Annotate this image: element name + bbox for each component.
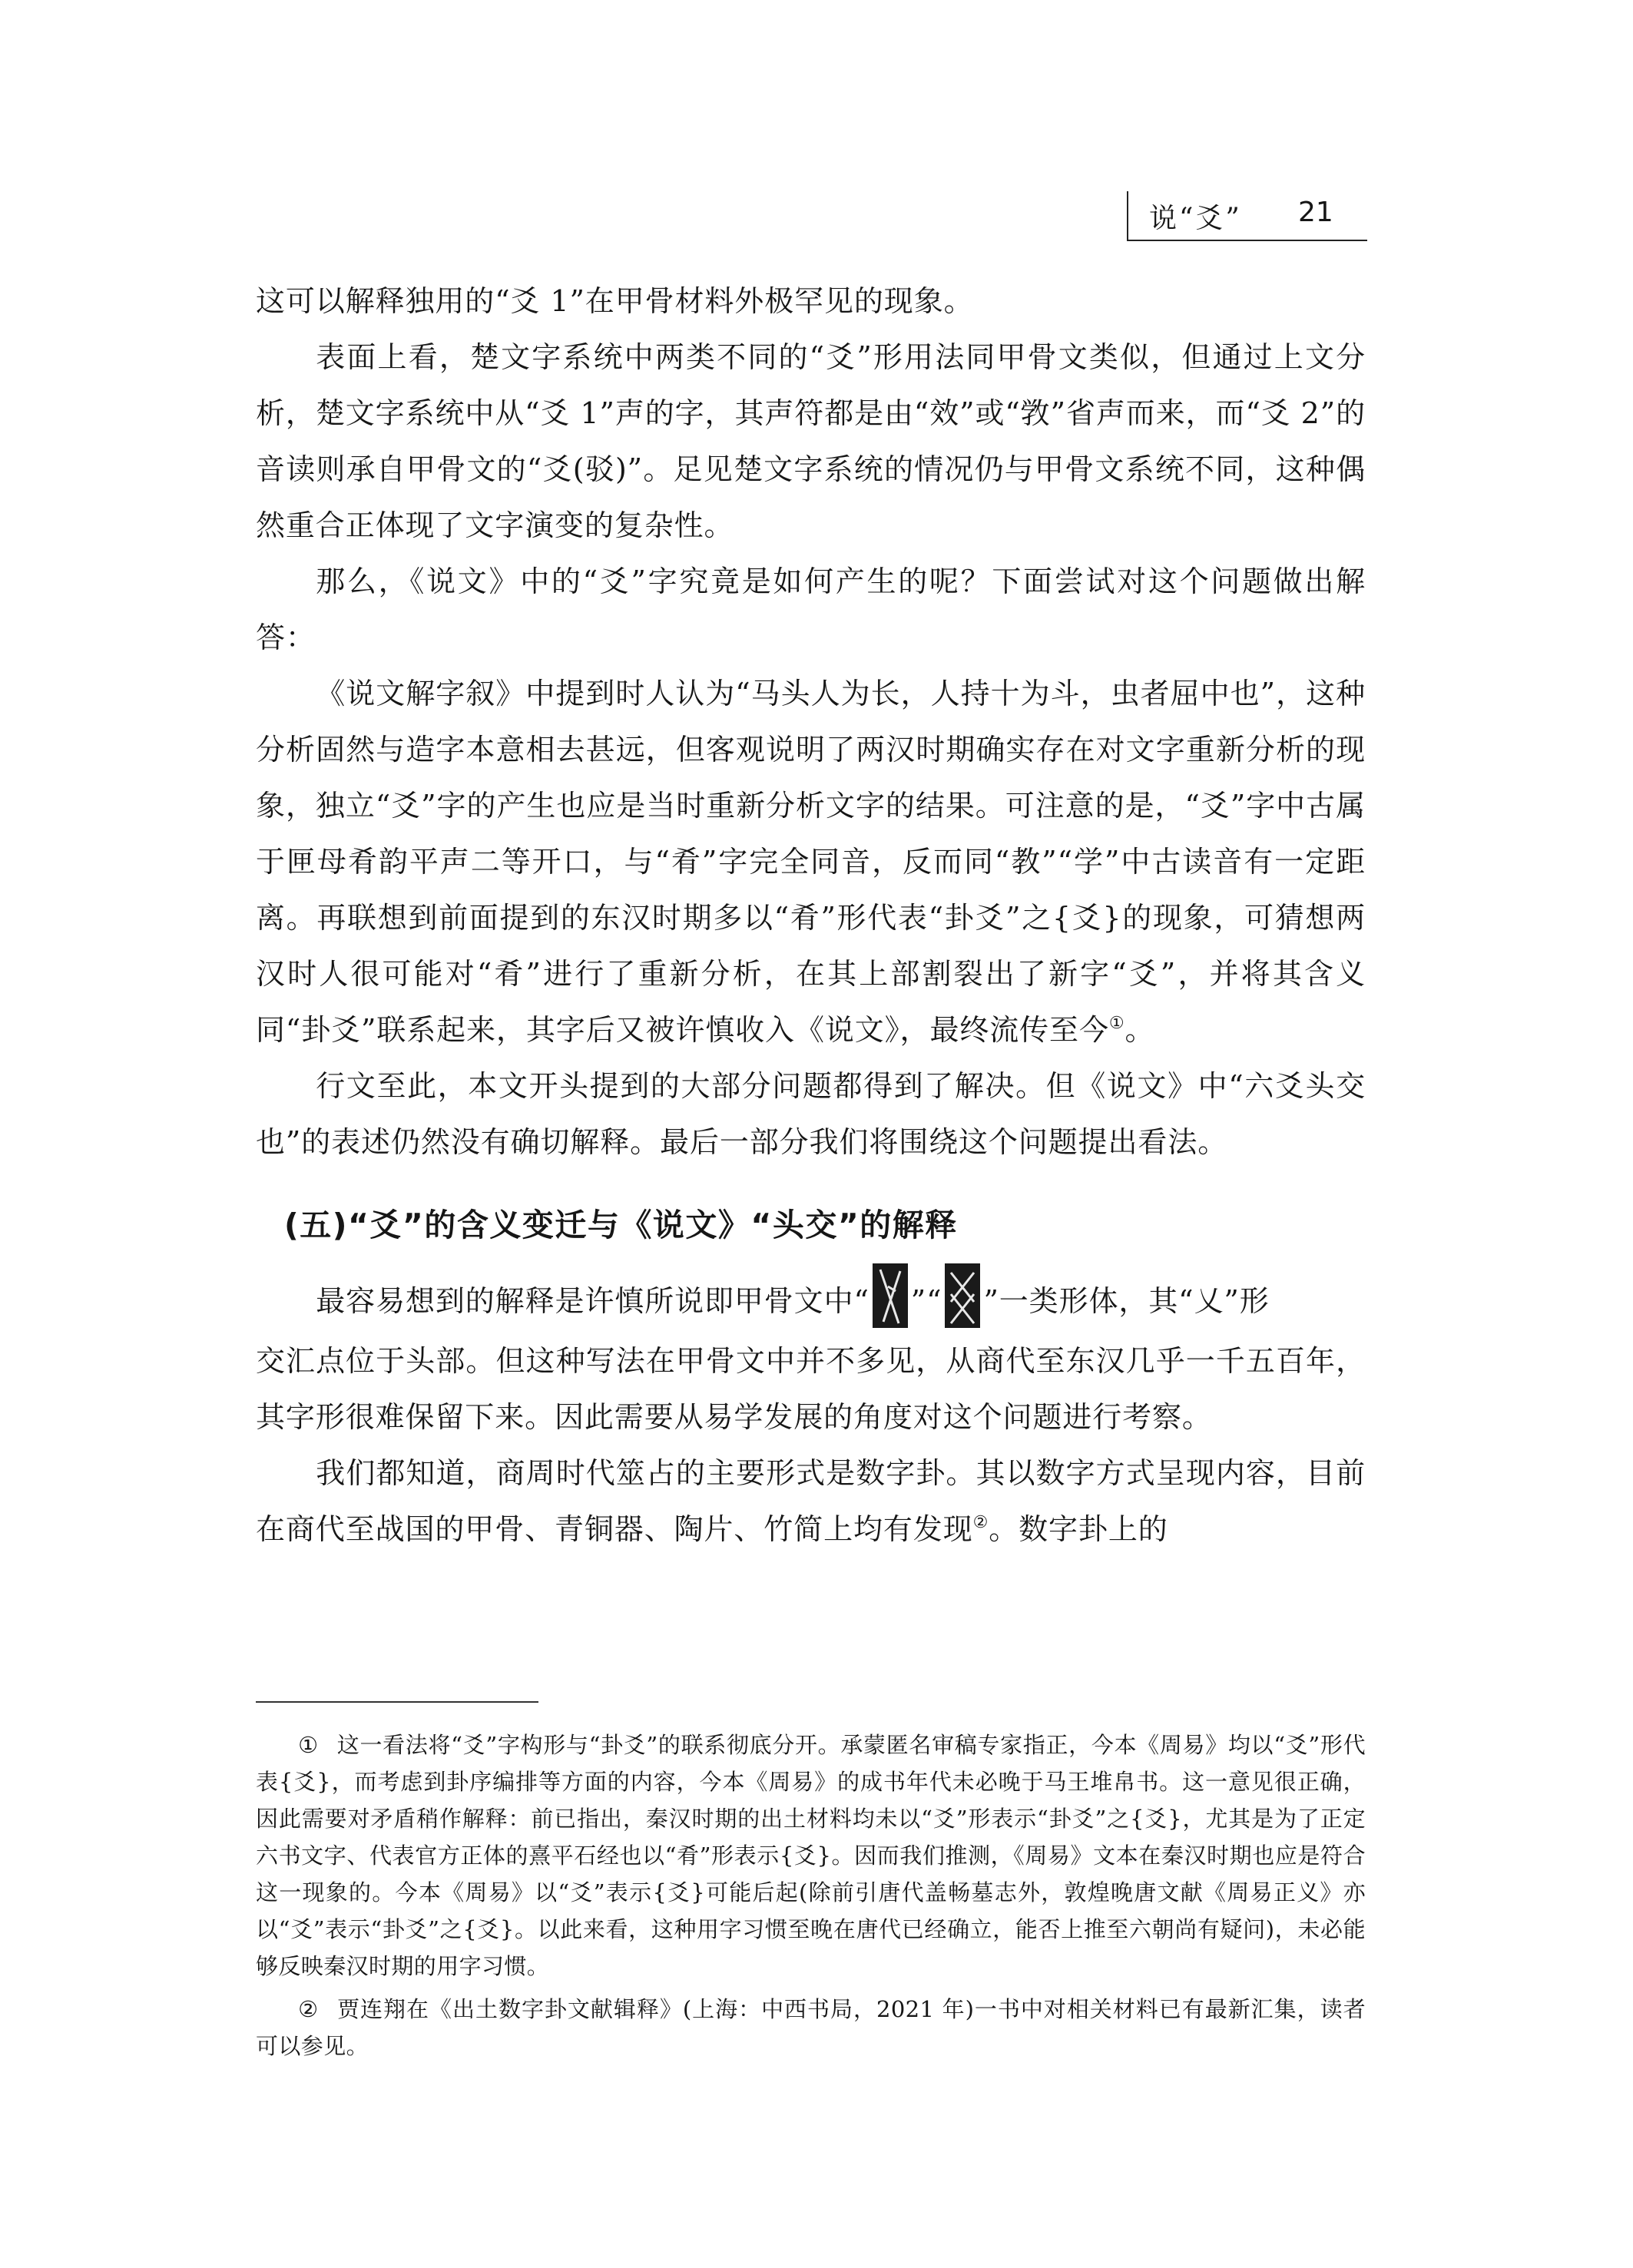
paragraph-6-text-a: 最容易想到的解释是许慎所说即甲骨文中“ xyxy=(316,1284,869,1318)
paragraph-6-text-b: ”“ xyxy=(910,1284,942,1318)
paragraph-7 xyxy=(256,1445,1366,1558)
paragraph-4-end: 。 xyxy=(1125,1013,1155,1047)
footnote-1 xyxy=(256,1727,1366,1985)
footnote-2 xyxy=(256,1991,1366,2064)
paragraph-6-text-c: ”一类形体，其“乂”形 xyxy=(983,1284,1270,1318)
paragraph-2: 表面上看，楚文字系统中两类不同的“爻”形用法同甲骨文类似，但通过上文分析，楚文字系统中从“爻 1”声的字，其声符都是由“效”或“敩”省声而来，而“爻 2”的音读则承自甲骨文的“爻(驳)”。足见楚文字系统的情况仍与甲骨文系统不同，这种偶然重合正体现了文字演变的复杂性。 xyxy=(256,340,1366,542)
paragraph-3: 那么，《说文》中的“爻”字究竟是如何产生的呢？下面尝试对这个问题做出解答： xyxy=(256,565,1366,654)
oracle-bone-glyph-image-2 xyxy=(945,1263,980,1328)
footnote-2-mark: ② xyxy=(298,1996,320,2022)
main-text xyxy=(256,273,1366,1558)
paragraph-1: 这可以解释独用的“爻 1”在甲骨材料外极罕见的现象。 xyxy=(256,284,974,318)
footnote-ref-1[interactable]: ① xyxy=(1108,1014,1125,1033)
footnote-1-mark: ① xyxy=(298,1732,319,1758)
page-number: 21 xyxy=(1298,197,1333,228)
paragraph-7-end: 。数字卦上的 xyxy=(989,1512,1168,1546)
paragraph-5: 行文至此，本文开头提到的大部分问题都得到了解决。但《说文》中“六爻头交也”的表述仍然没有确切解释。最后一部分我们将围绕这个问题提出看法。 xyxy=(256,1069,1366,1159)
paragraph-6-first-line xyxy=(256,1263,1366,1333)
oracle-bone-glyph-image-1 xyxy=(873,1263,908,1328)
footnotes xyxy=(256,1727,1366,2071)
section-heading: (五)“爻”的含义变迁与《说文》“头交”的解释 xyxy=(284,1207,958,1243)
paragraph-6-rest: 交汇点位于头部。但这种写法在甲骨文中并不多见，从商代至东汉几乎一千五百年，其字形很难保留下来。因此需要从易学发展的角度对这个问题进行考察。 xyxy=(256,1344,1366,1434)
footnote-2-text: 贾连翔在《出土数字卦文献辑释》(上海：中西书局，2021 年)一书中对相关材料已有最新汇集，读者可以参见。 xyxy=(256,1996,1366,2059)
paragraph-4 xyxy=(256,666,1366,1058)
paragraph-7-text: 我们都知道，商周时代筮占的主要形式是数字卦。其以数字方式呈现内容，目前在商代至战国的甲骨、青铜器、陶片、竹简上均有发现 xyxy=(256,1456,1366,1546)
footnote-divider xyxy=(256,1701,538,1703)
running-header-title: 说“爻” xyxy=(1149,203,1242,234)
footnote-ref-2[interactable]: ② xyxy=(972,1513,989,1532)
footnote-1-text: 这一看法将“爻”字构形与“卦爻”的联系彻底分开。承蒙匿名审稿专家指正，今本《周易》均以“爻”形代表{爻}，而考虑到卦序编排等方面的内容，今本《周易》的成书年代未必晚于马王堆帛书。这一意见很正确，因此需要对矛盾稍作解释：前已指出，秦汉时期的出土材料均未以“爻”形表示“卦爻”之{爻}，尤其是为了正定六书文字、代表官方正体的熹平石经也以“肴”形表示{爻}。因而我们推测，《周易》文本在秦汉时期也应是符合这一现象的。今本《周易》以“爻”表示{爻}可能后起(除前引唐代盖畅墓志外，敦煌晚唐文献《周易正义》亦以“爻”表示“卦爻”之{爻}。以此来看，这种用字习惯至晚在唐代已经确立，能否上推至六朝尚有疑问)，未必能够反映秦汉时期的用字习惯。 xyxy=(256,1732,1366,1979)
paragraph-4-text: 《说文解字叙》中提到时人认为“马头人为长，人持十为斗，虫者屈中也”，这种分析固然与造字本意相去甚远，但客观说明了两汉时期确实存在对文字重新分析的现象，独立“爻”字的产生也应是当时重新分析文字的结果。可注意的是，“爻”字中古属于匣母肴韵平声二等开口，与“肴”字完全同音，反而同“教”“学”中古读音有一定距离。再联想到前面提到的东汉时期多以“肴”形代表“卦爻”之{爻}的现象，可猜想两汉时人很可能对“肴”进行了重新分析，在其上部割裂出了新字“爻”，并将其含义同“卦爻”联系起来，其字后又被许慎收入《说文》，最终流传至今 xyxy=(256,677,1366,1047)
